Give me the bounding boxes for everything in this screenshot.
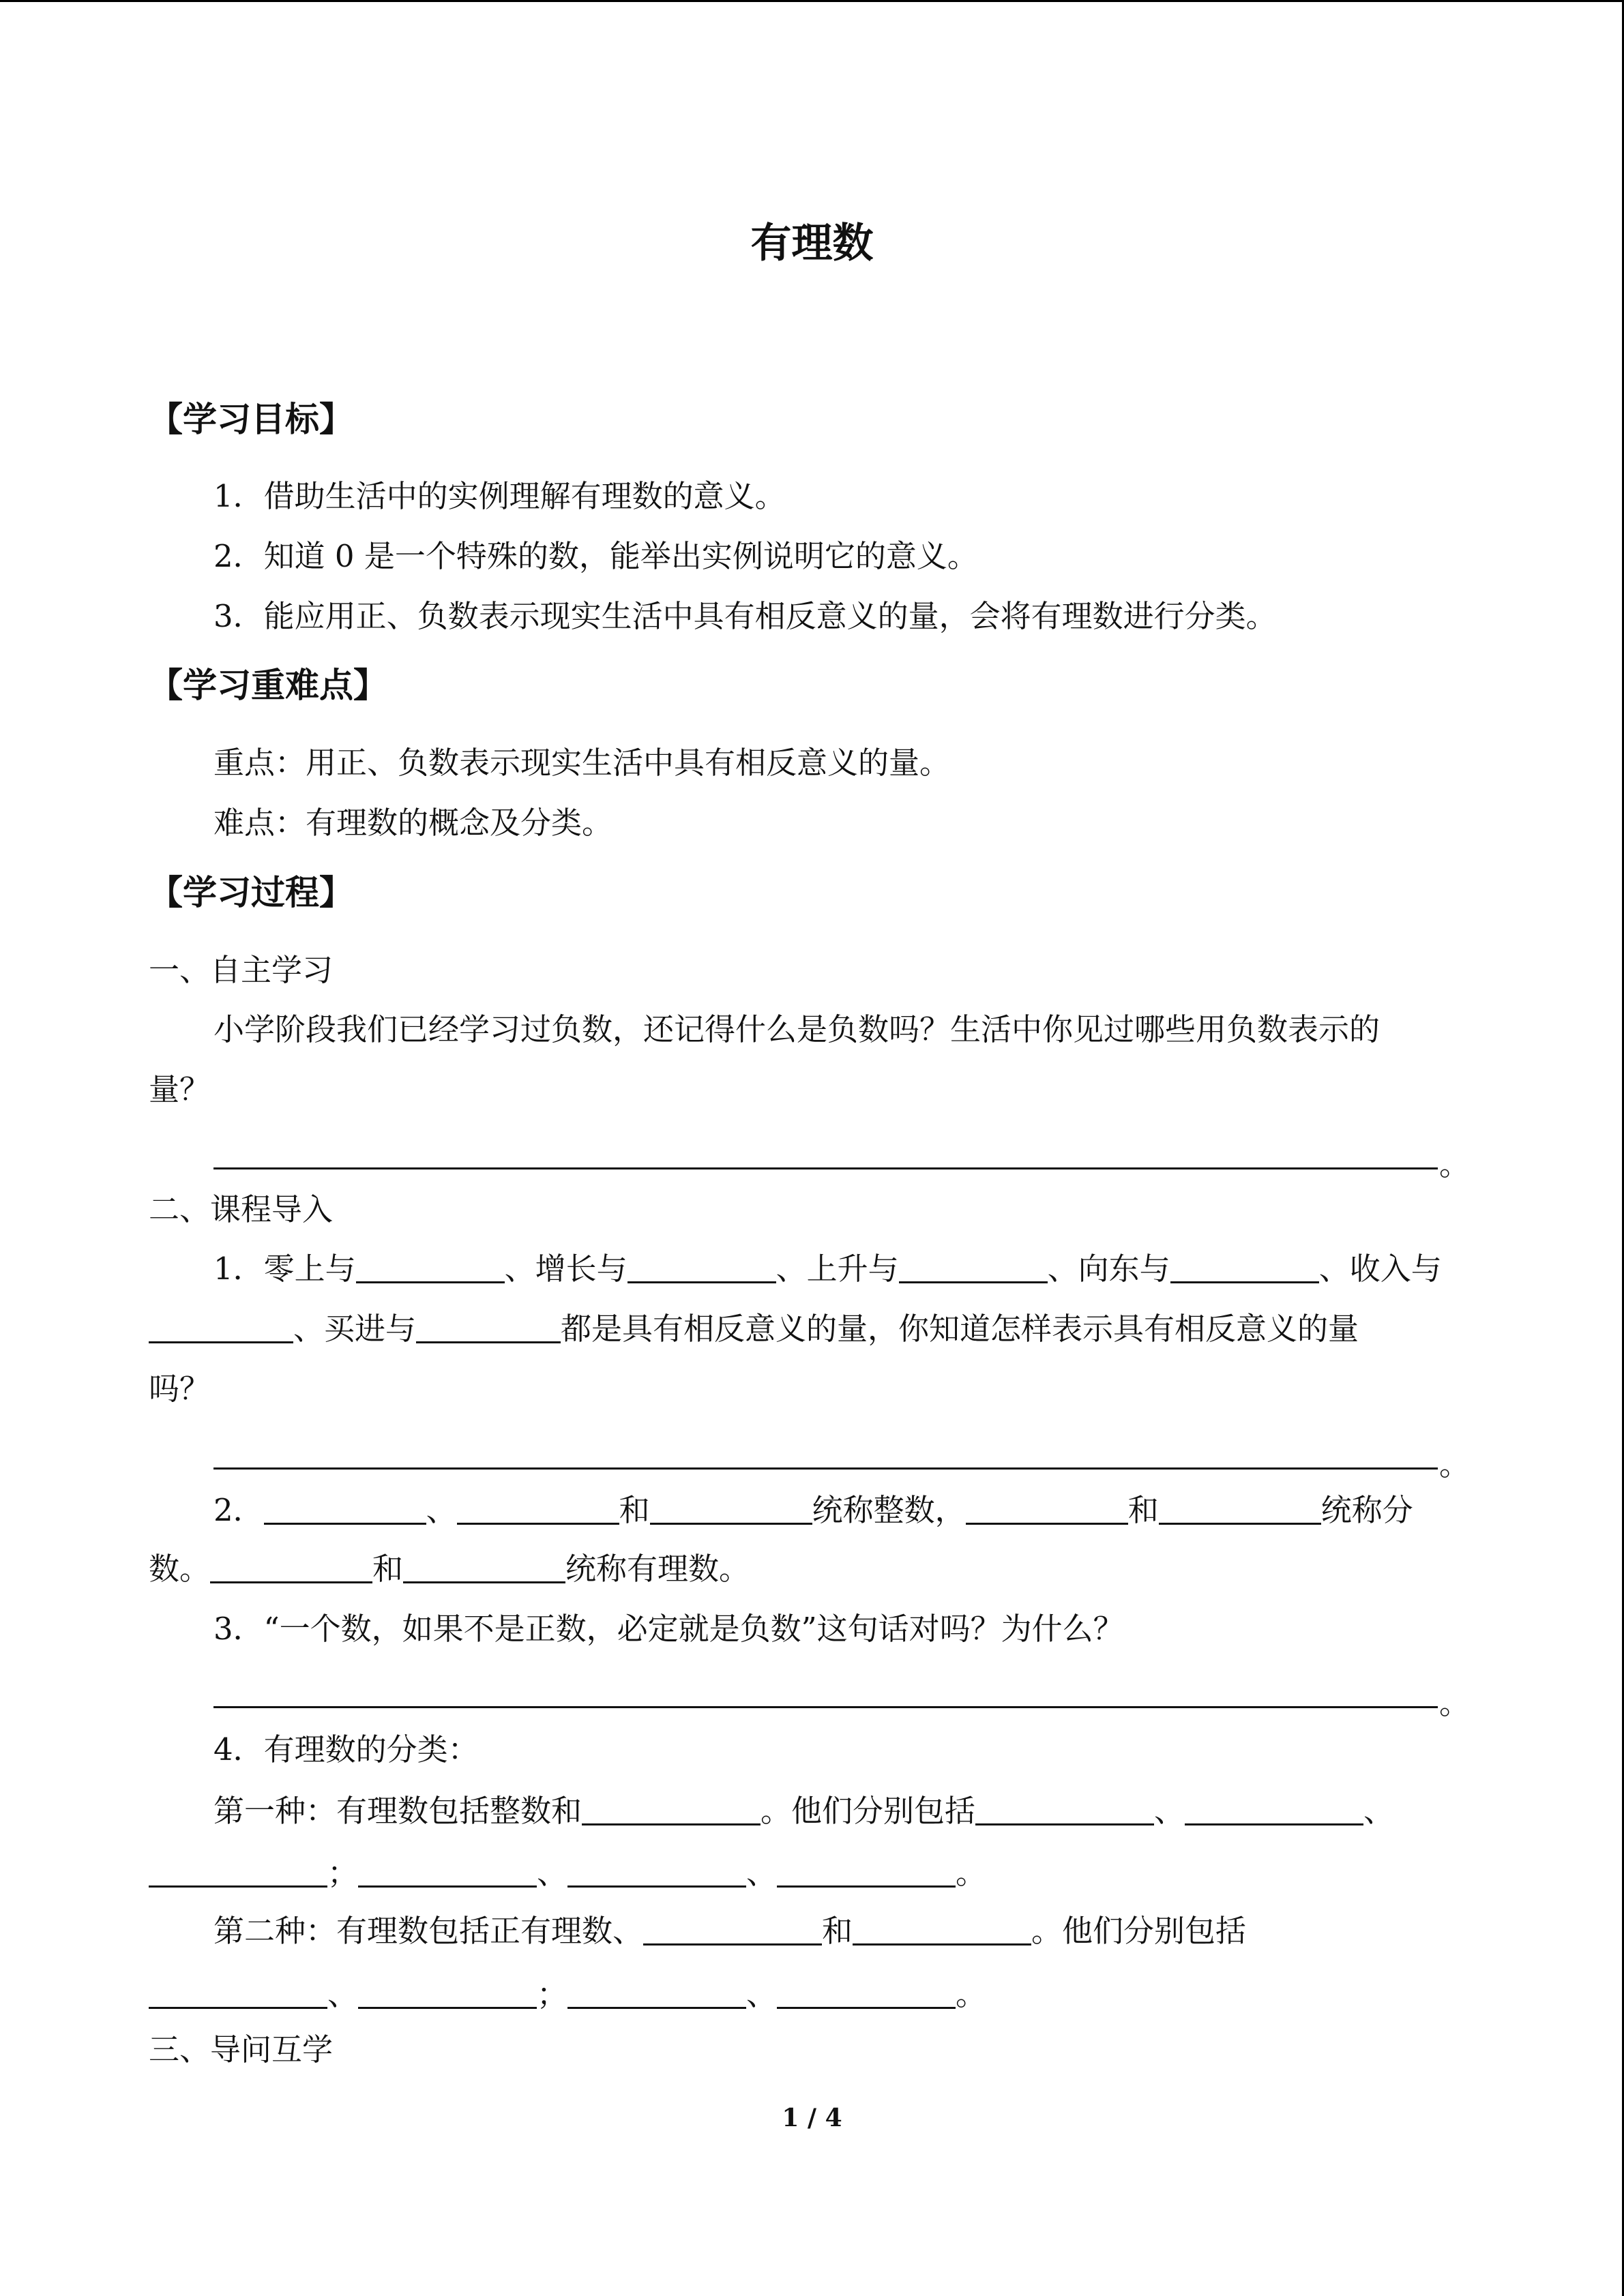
text: 、向东与 xyxy=(1047,1251,1170,1287)
question-1-line-1 xyxy=(213,1250,1442,1288)
text: 、 xyxy=(746,1855,778,1891)
section-1-heading: 一、自主学习 xyxy=(149,952,334,988)
text: 统称分 xyxy=(1320,1492,1413,1528)
text: 、 xyxy=(327,1976,359,2012)
blank-field[interactable] xyxy=(975,1793,1154,1825)
blank-field[interactable] xyxy=(650,1493,812,1525)
text: 。他们分别包括 xyxy=(761,1793,976,1829)
text: 1．零上与 xyxy=(213,1251,356,1287)
text: 。他们分别包括 xyxy=(1031,1913,1247,1949)
question-2-line-1 xyxy=(213,1491,1413,1530)
blank-field[interactable] xyxy=(1185,1793,1363,1825)
blank-field[interactable] xyxy=(149,1855,327,1888)
text: 。 xyxy=(956,1976,987,2012)
blank-field[interactable] xyxy=(264,1493,426,1525)
text: 、收入与 xyxy=(1318,1251,1442,1287)
classification-1-line-1 xyxy=(213,1792,1394,1830)
blank-field[interactable] xyxy=(567,1855,746,1888)
heading-goals: 【学习目标】 xyxy=(149,400,353,439)
blank-field[interactable] xyxy=(358,1855,537,1888)
blank-field[interactable] xyxy=(628,1251,776,1283)
section-1-text: 小学阶段我们已经学习过负数，还记得什么是负数吗？生活中你见过哪些用负数表示的 xyxy=(213,1011,1381,1047)
text: 、 xyxy=(1363,1793,1395,1829)
blank-field[interactable] xyxy=(416,1311,561,1343)
blank-field[interactable] xyxy=(457,1493,619,1525)
text: 和 xyxy=(619,1492,650,1528)
text: ； xyxy=(327,1855,359,1891)
classification-2-line-2 xyxy=(149,1976,986,2014)
blank-field[interactable] xyxy=(567,1977,746,2009)
text: 、 xyxy=(537,1855,568,1891)
question-1-line-3: 吗？ xyxy=(149,1371,211,1407)
text: 第二种：有理数包括正有理数、 xyxy=(213,1913,644,1949)
text: ； xyxy=(537,1976,568,2012)
page-number: 1 / 4 xyxy=(782,2104,842,2132)
blank-field[interactable] xyxy=(643,1913,822,1945)
text: 和 xyxy=(822,1913,853,1949)
period: 。 xyxy=(1439,1146,1471,1182)
answer-line[interactable] xyxy=(213,1467,1438,1470)
question-3: 3．“一个数，如果不是正数，必定就是负数”这句话对吗？为什么？ xyxy=(213,1611,1124,1647)
blank-field[interactable] xyxy=(1159,1493,1321,1525)
question-4-title: 4．有理数的分类： xyxy=(213,1731,479,1768)
blank-field[interactable] xyxy=(899,1251,1048,1283)
goal-1: 1．借助生活中的实例理解有理数的意义。 xyxy=(213,478,786,514)
text: 2． xyxy=(213,1492,264,1528)
text: 和 xyxy=(372,1551,404,1587)
blank-field[interactable] xyxy=(403,1551,565,1583)
text: 都是具有相反意义的量，你知道怎样表示具有相反意义的量 xyxy=(561,1311,1359,1347)
blank-field[interactable] xyxy=(966,1493,1128,1525)
blank-field[interactable] xyxy=(777,1855,956,1888)
section-1-text-cont: 量？ xyxy=(149,1071,211,1107)
classification-2-line-1 xyxy=(213,1912,1246,1950)
heading-key-points: 【学习重难点】 xyxy=(149,666,387,705)
blank-field[interactable] xyxy=(149,1311,293,1343)
goal-3: 3．能应用正、负数表示现实生活中具有相反意义的量，会将有理数进行分类。 xyxy=(213,598,1277,634)
key-difficulty: 难点：有理数的概念及分类。 xyxy=(213,805,613,841)
answer-line[interactable] xyxy=(213,1167,1438,1169)
blank-field[interactable] xyxy=(149,1977,327,2009)
section-3-heading: 三、导问互学 xyxy=(149,2031,334,2068)
question-2-line-2 xyxy=(149,1550,750,1588)
text: 、 xyxy=(746,1976,778,2012)
text: 、买进与 xyxy=(293,1311,417,1347)
page-title: 有理数 xyxy=(750,220,874,267)
blank-field[interactable] xyxy=(1170,1251,1319,1283)
blank-field[interactable] xyxy=(210,1551,372,1583)
section-2-heading: 二、课程导入 xyxy=(149,1191,334,1227)
blank-field[interactable] xyxy=(356,1251,505,1283)
blank-field[interactable] xyxy=(358,1977,537,2009)
text: 第一种：有理数包括整数和 xyxy=(213,1793,582,1829)
blank-field[interactable] xyxy=(777,1977,956,2009)
key-focus: 重点：用正、负数表示现实生活中具有相反意义的量。 xyxy=(213,745,951,781)
goal-2: 2．知道 0 是一个特殊的数，能举出实例说明它的意义。 xyxy=(213,538,978,574)
text: 、 xyxy=(1154,1793,1185,1829)
text: 和 xyxy=(1127,1492,1159,1528)
blank-field[interactable] xyxy=(853,1913,1031,1945)
text: 统称整数， xyxy=(812,1492,966,1528)
text: 数。 xyxy=(149,1551,211,1587)
text: 。 xyxy=(956,1855,987,1891)
question-1-line-2 xyxy=(149,1310,1359,1348)
blank-field[interactable] xyxy=(582,1793,761,1825)
heading-process: 【学习过程】 xyxy=(149,873,353,912)
text: 、 xyxy=(426,1492,457,1528)
classification-1-line-2 xyxy=(149,1854,986,1892)
period: 。 xyxy=(1439,1685,1471,1721)
answer-line[interactable] xyxy=(213,1705,1438,1708)
text: 、增长与 xyxy=(504,1251,628,1287)
text: 统称有理数。 xyxy=(565,1551,750,1587)
period: 。 xyxy=(1439,1446,1471,1482)
text: 、上升与 xyxy=(776,1251,899,1287)
